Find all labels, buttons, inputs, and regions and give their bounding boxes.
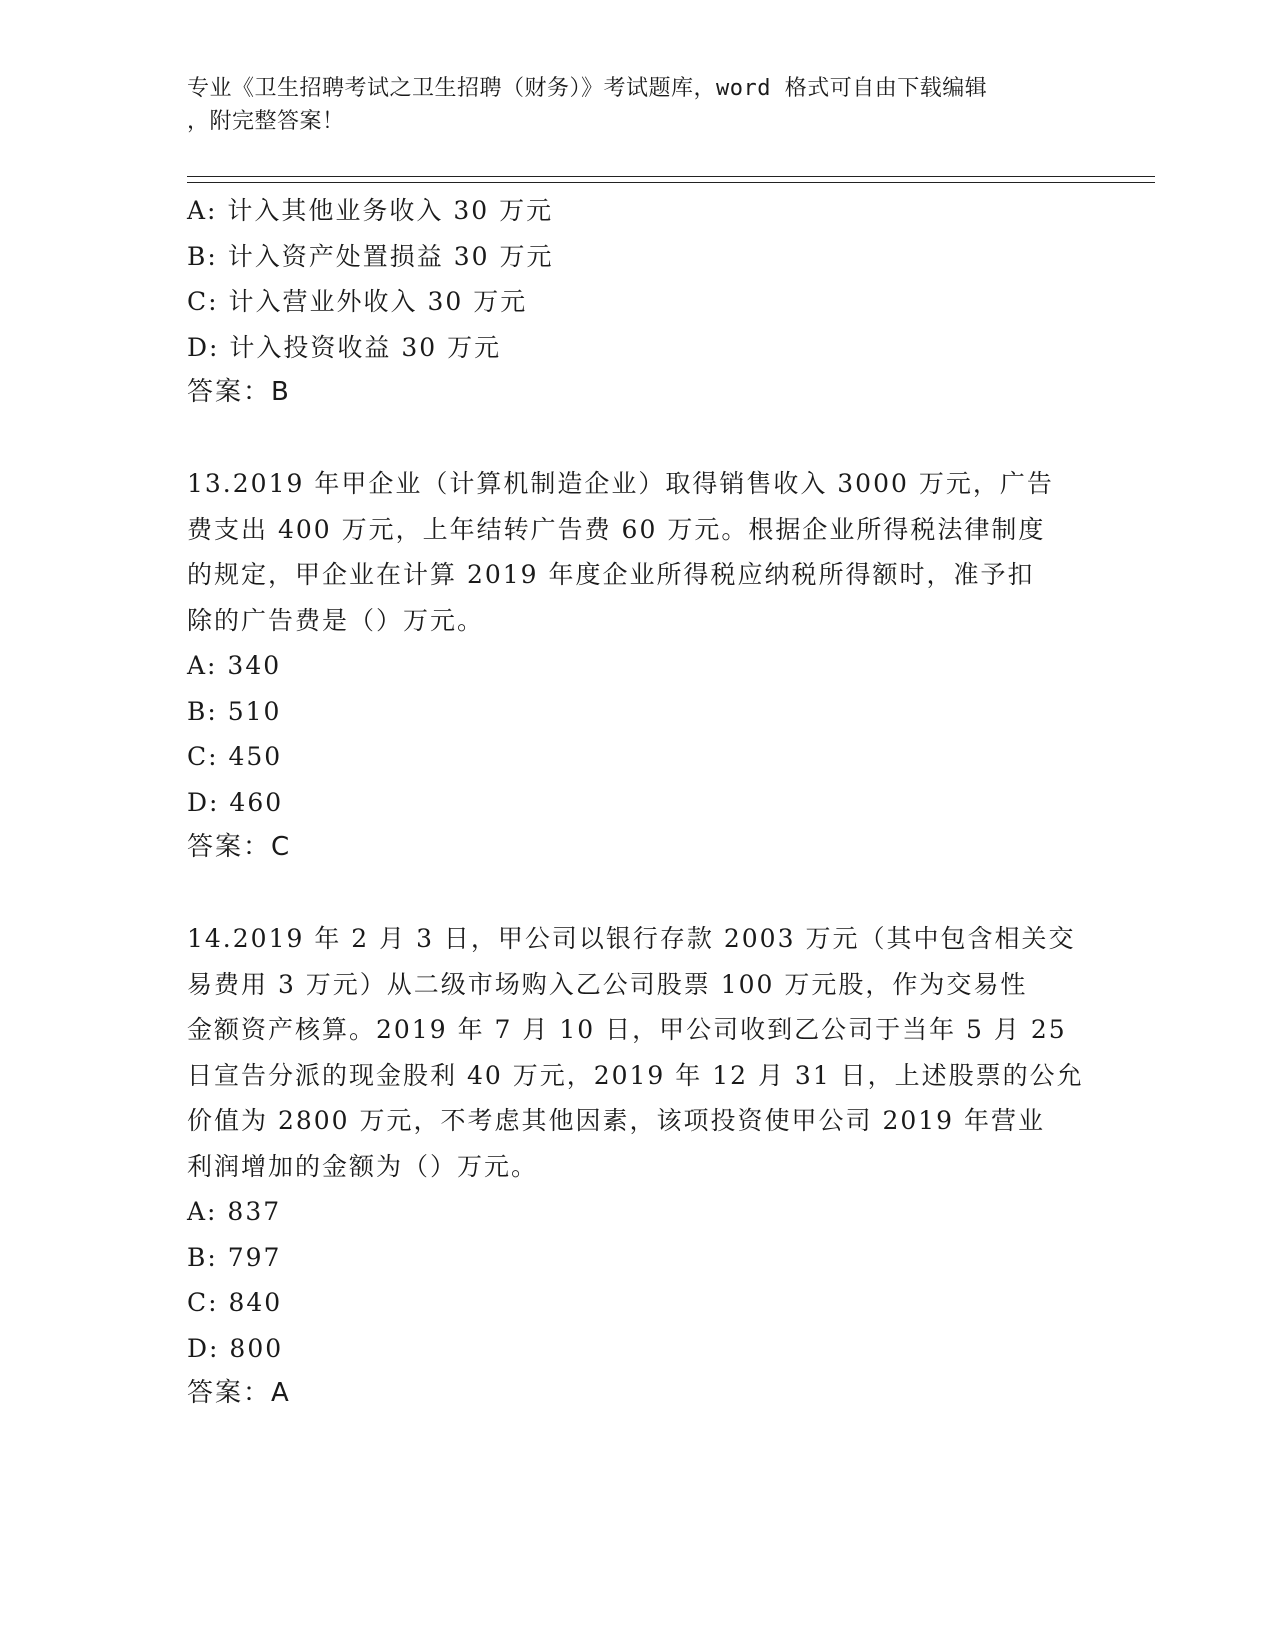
header-line-2: ，附完整答案！ — [187, 109, 345, 134]
question-13 — [187, 461, 1087, 871]
spacer — [187, 416, 1087, 462]
question-text-line: 14.2019 年 2 月 3 日，甲公司以银行存款 2003 万元（其中包含相关交 — [187, 924, 1076, 953]
answer-line: 答案：B — [187, 377, 291, 407]
option-c: C: 840 — [187, 1288, 283, 1317]
question-text-line: 除的广告费是（）万元。 — [187, 605, 485, 635]
answer-line: 答案：A — [187, 1378, 291, 1408]
option-b: B: 510 — [187, 696, 282, 726]
option-a: A: 计入其他业务收入 30 万元 — [187, 196, 554, 225]
question-12 — [187, 188, 1087, 416]
option-b: B: 计入资产处置损益 30 万元 — [187, 241, 554, 271]
option-c: C: 计入营业外收入 30 万元 — [187, 287, 528, 316]
question-text-line: 费支出 400 万元，上年结转广告费 60 万元。根据企业所得税法律制度 — [187, 514, 1046, 544]
spacer — [187, 871, 1087, 917]
option-b: B: 797 — [187, 1242, 282, 1272]
question-text-line: 价值为 2800 万元，不考虑其他因素，该项投资使甲公司 2019 年营业 — [187, 1106, 1046, 1135]
option-a: A: 837 — [187, 1197, 282, 1226]
header-rule-top — [187, 176, 1155, 177]
question-text-line: 日宣告分派的现金股利 40 万元，2019 年 12 月 31 日，上述股票的公允 — [187, 1060, 1084, 1090]
document-header — [187, 72, 1067, 138]
question-content — [187, 188, 1087, 1417]
question-14 — [187, 916, 1087, 1417]
option-d: D: 460 — [187, 787, 284, 817]
question-text-line: 利润增加的金额为（）万元。 — [187, 1151, 539, 1181]
question-text-line: 13.2019 年甲企业（计算机制造企业）取得销售收入 3000 万元，广告 — [187, 469, 1054, 498]
question-text-line: 金额资产核算。2019 年 7 月 10 日，甲公司收到乙公司于当年 5 月 25 — [187, 1015, 1067, 1044]
option-d: D: 800 — [187, 1333, 284, 1363]
option-c: C: 450 — [187, 742, 283, 771]
option-d: D: 计入投资收益 30 万元 — [187, 332, 502, 362]
answer-line: 答案：C — [187, 832, 292, 862]
question-text-line: 易费用 3 万元）从二级市场购入乙公司股票 100 万元股，作为交易性 — [187, 969, 1028, 999]
header-line-1: 专业《卫生招聘考试之卫生招聘（财务）》考试题库，word 格式可自由下载编辑 — [187, 76, 988, 101]
option-a: A: 340 — [187, 651, 282, 680]
header-rule-bottom — [187, 182, 1155, 183]
question-text-line: 的规定，甲企业在计算 2019 年度企业所得税应纳税所得额时，准予扣 — [187, 560, 1035, 589]
